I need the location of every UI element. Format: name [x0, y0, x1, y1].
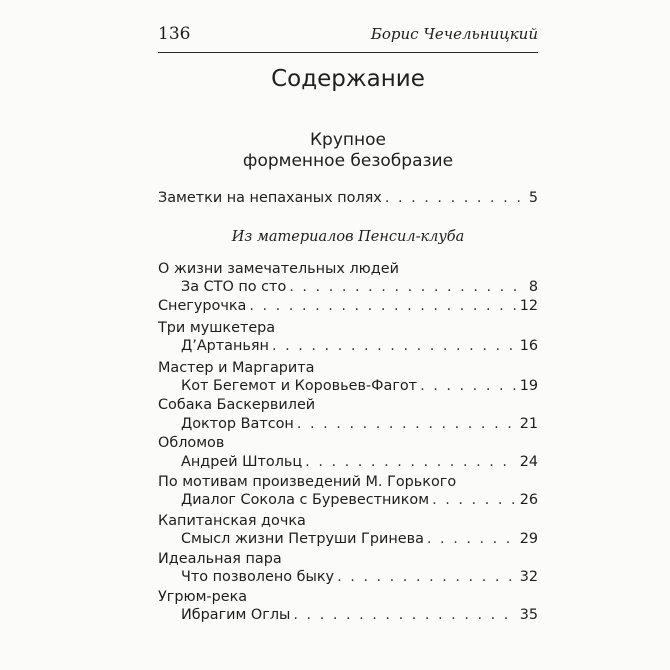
part-title-line-2: форменное безобразие	[242, 151, 454, 171]
toc-group-heading: Обломов	[158, 435, 225, 451]
toc-entry-title: За СТО по сто	[181, 279, 287, 295]
toc-entry-page: 8	[528, 279, 538, 295]
toc-entry-title: Смысл жизни Петруши Гринева	[181, 531, 424, 547]
toc-leader-dots	[337, 569, 517, 585]
toc-entry-title: Снегурочка	[158, 298, 247, 314]
toc-entry-page: 21	[519, 416, 538, 432]
toc-entry-page: 12	[519, 298, 538, 314]
toc-entry-title: Заметки на непаханых полях	[158, 190, 382, 206]
toc-entry-page: 19	[519, 378, 538, 394]
toc-leader-dots	[297, 416, 517, 432]
part-title-line-1: Крупное	[309, 130, 386, 150]
running-head	[158, 18, 538, 53]
toc-entry[interactable]	[181, 607, 538, 627]
toc-group-heading: По мотивам произведений М. Горького	[158, 474, 457, 490]
toc-group-heading: Собака Баскервилей	[158, 397, 316, 413]
toc-entry-title: Андрей Штольц	[181, 454, 303, 470]
toc-entry-title: Ибрагим Оглы	[181, 607, 291, 623]
toc-entry-page: 5	[528, 190, 538, 206]
toc-entry-page: 24	[519, 454, 538, 470]
running-head-author: Борис Чечельницкий	[370, 25, 538, 43]
toc-entry-page: 35	[519, 607, 538, 623]
toc-leader-dots	[289, 279, 526, 295]
page-title: Содержание	[271, 66, 425, 92]
toc-leader-dots	[385, 190, 526, 206]
toc-leader-dots	[293, 607, 516, 623]
toc-entry[interactable]	[181, 569, 538, 589]
toc-leader-dots	[432, 492, 517, 508]
toc-group-heading: Мастер и Маргарита	[158, 360, 315, 376]
toc-leader-dots	[420, 378, 517, 394]
toc-group-heading: Три мушкетера	[158, 320, 276, 336]
toc-entry[interactable]	[158, 298, 538, 318]
section-heading: Из материалов Пенсил-клуба	[231, 229, 465, 245]
toc-entry-page: 32	[519, 569, 538, 585]
toc-group-heading: Капитанская дочка	[158, 513, 306, 529]
toc-entry[interactable]	[181, 531, 538, 551]
toc-entry-page: 16	[519, 338, 538, 354]
toc-entry[interactable]	[181, 492, 538, 512]
toc-entry-page: 29	[519, 531, 538, 547]
toc-entry[interactable]	[181, 338, 538, 358]
toc-leader-dots	[249, 298, 516, 314]
toc-leader-dots	[305, 454, 517, 470]
toc-entry-title: Д’Артаньян	[181, 338, 269, 354]
toc-leader-dots	[427, 531, 517, 547]
toc-entry-page: 26	[519, 492, 538, 508]
toc-group-heading: Идеальная пара	[158, 551, 282, 567]
page-number: 136	[158, 24, 191, 44]
toc-group-heading: Угрюм-река	[158, 589, 248, 605]
toc-entry[interactable]	[181, 279, 538, 299]
toc-entry[interactable]	[158, 190, 538, 210]
toc-entry[interactable]	[181, 454, 538, 474]
toc-entry[interactable]	[181, 378, 538, 398]
toc-entry-title: Доктор Ватсон	[181, 416, 294, 432]
toc-entry-title: Диалог Сокола с Буревестником	[181, 492, 430, 508]
part-title	[158, 130, 538, 172]
toc-entry[interactable]	[181, 416, 538, 436]
toc-leader-dots	[272, 338, 517, 354]
toc-group-heading: О жизни замечательных людей	[158, 261, 399, 277]
toc-entry-title: Что позволено быку	[181, 569, 335, 585]
toc-entry-title: Кот Бегемот и Коровьев-Фагот	[181, 378, 418, 394]
